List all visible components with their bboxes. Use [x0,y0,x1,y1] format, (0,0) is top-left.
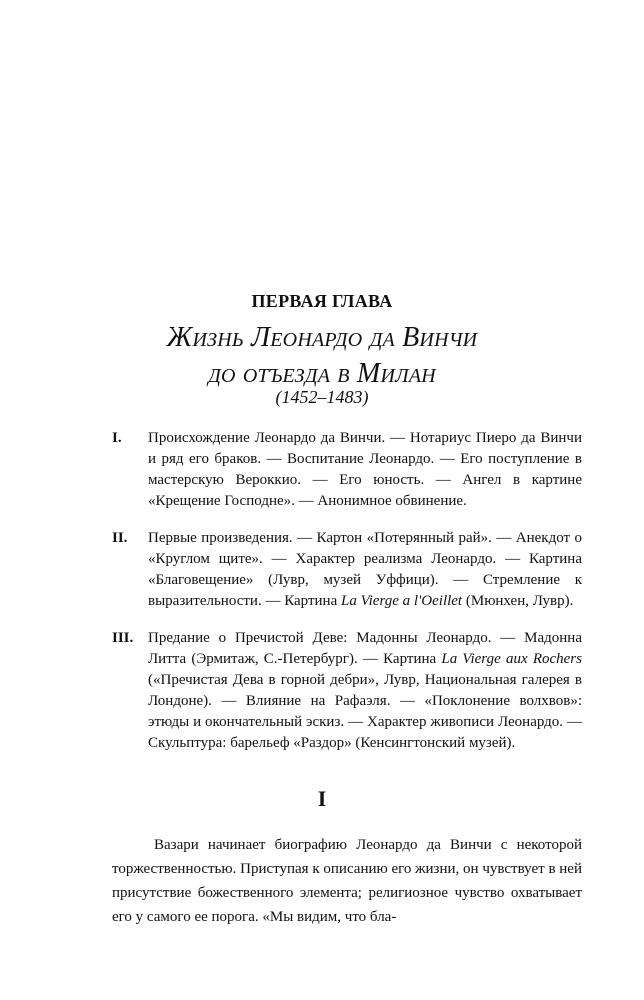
chapter-title-line-2: до отъезда в Милан [208,358,436,389]
contents-item-number: I. [112,430,122,446]
contents-item-text [148,628,582,754]
contents-text-part: Предание о Пречистой Деве: Мадонны Леонардо. — Мадонна Литта (Эрмитаж, С.-Петербург). — Картина [148,630,582,667]
contents-item-text: Происхождение Леонардо да Винчи. — Нотариус Пиеро да Винчи и ряд его браков. — Воспитание Леонардо. — Его поступление в мастерскую Вероккио. — Его юность. — Ангел в картине «Крещение Господне». — Анонимное обвинение. [148,430,582,509]
contents-item-1 [112,428,582,512]
contents-item-number: II. [112,530,128,546]
body-paragraph: Вазари начинает биографию Леонардо да Винчи с некоторой торжественностью. Приступая к описанию его жизни, он чувствует в ней присутствие божественного элемента; религиозное чувство охватывает его у самого ее порога. «Мы видим, что бла- [112,837,582,925]
contents-text-part: («Пречистая Дева в горной дебри», Лувр, Национальная галерея в Лондоне). — Влияние на Рафаэля. — «Поклонение волхвов»: этюды и окончательный эскиз. — Характер живописи Леонардо. — Скульптура: барельеф «Раздор» (Кенсингтонский музей). [148,672,582,751]
contents-text-part: (Мюнхен, Лувр). [462,593,574,609]
chapter-contents [112,428,582,770]
contents-item-number: III. [112,630,134,646]
contents-text-part: Первые произведения. — Картон «Потерянный рай». — Анекдот о «Круглом щите». — Характер реализма Леонардо. — Картина «Благовещение» (Лувр, музей Уффици). — Стремление к выразительности. — Картина [148,530,582,609]
contents-item-2 [112,528,582,612]
contents-item-text [148,528,582,612]
contents-item-3 [112,628,582,754]
chapter-dates: (1452–1483) [275,387,369,407]
contents-italic-title: La Vierge a l'Oeillet [341,593,463,609]
section-numeral: I [317,786,327,811]
contents-italic-title: La Vierge aux Rochers [441,651,582,667]
chapter-title [0,320,644,392]
chapter-title-line-1: Жизнь Леонардо да Винчи [166,322,478,353]
chapter-label: ПЕРВАЯ ГЛАВА [251,291,393,311]
